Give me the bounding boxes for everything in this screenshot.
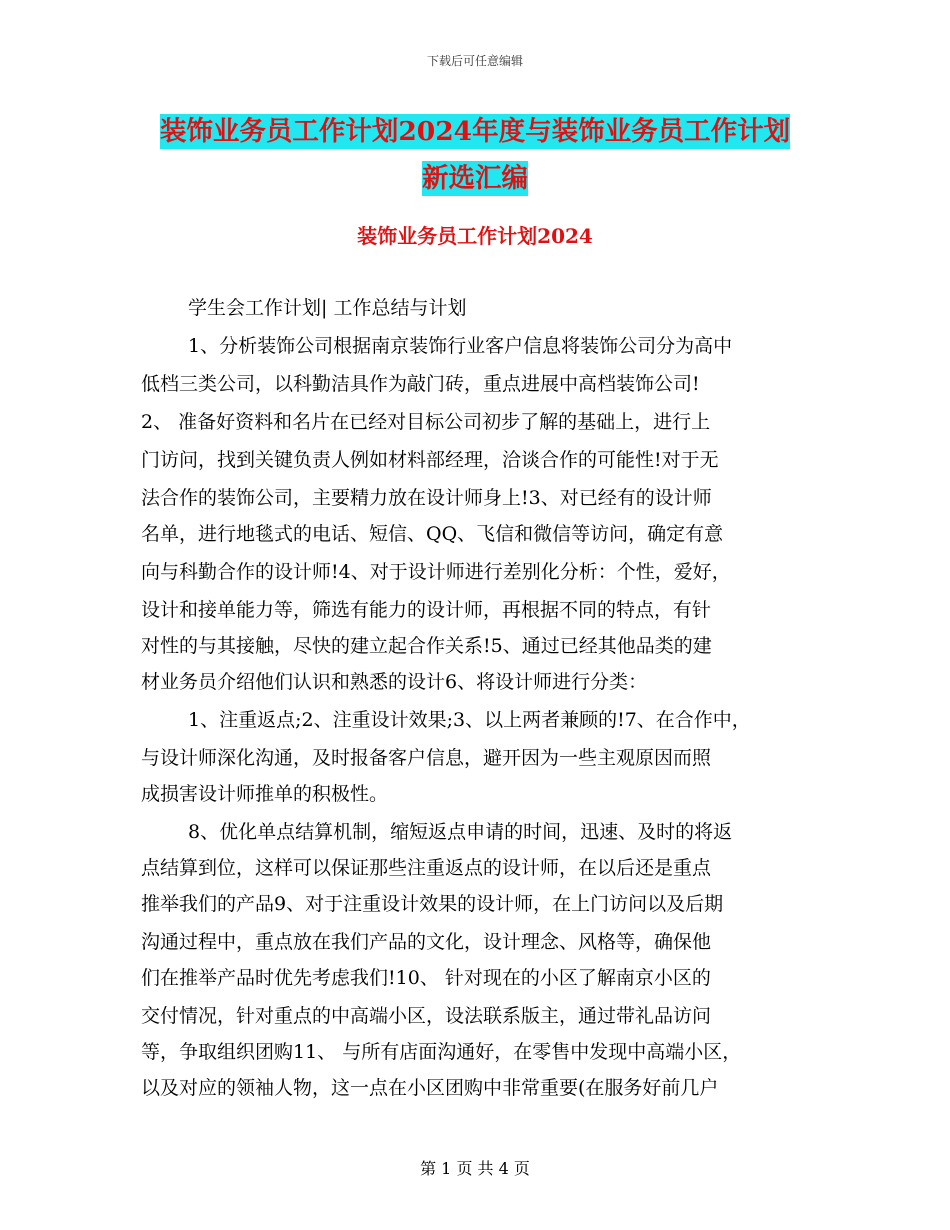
header-note: 下载后可任意编辑 xyxy=(426,54,523,68)
body-line: 与设计师深化沟通，及时报备客户信息，避开因为一些主观原因而照 xyxy=(141,747,712,769)
document-title-line-1: 装饰业务员工作计划2024年度与装饰业务员工作计划 xyxy=(159,116,791,147)
body-line: 低档三类公司，以科勤洁具作为敲门砖，重点进展中高档装饰公司! xyxy=(141,373,700,395)
page-footer: 第 1 页 共 4 页 xyxy=(420,1159,530,1178)
body-line: 学生会工作计划| 工作总结与计划 xyxy=(188,297,467,319)
body-line: 材业务员介绍他们认识和熟悉的设计6、将设计师进行分类： xyxy=(141,671,648,693)
body-line: 们在推举产品时优先考虑我们!10、 针对现在的小区了解南京小区的 xyxy=(141,967,711,989)
body-line: 名单，进行地毯式的电话、短信、QQ、飞信和微信等访问，确定有意 xyxy=(141,523,724,545)
body-line: 等，争取组织团购11、 与所有店面沟通好，在零售中发现中高端小区， xyxy=(141,1041,742,1063)
body-line: 以及对应的领袖人物，这一点在小区团购中非常重要(在服务好前几户 xyxy=(141,1077,719,1099)
body-line: 交付情况，针对重点的中高端小区，设法联系版主，通过带礼品访问 xyxy=(141,1005,712,1027)
body-line: 设计和接单能力等，筛选有能力的设计师，再根据不同的特点，有针 xyxy=(141,599,712,621)
body-line: 点结算到位，这样可以保证那些注重返点的设计师，在以后还是重点 xyxy=(141,857,712,879)
body-line: 成损害设计师推单的积极性。 xyxy=(141,783,389,805)
body-line: 1、注重返点;2、注重设计效果;3、以上两者兼顾的!7、在合作中， xyxy=(188,709,751,731)
body-line: 法合作的装饰公司，主要精力放在设计师身上!3、对已经有的设计师 xyxy=(141,487,712,509)
body-line: 沟通过程中，重点放在我们产品的文化，设计理念、风格等，确保他 xyxy=(141,931,712,953)
body-line: 向与科勤合作的设计师!4、对于设计师进行差别化分析：个性，爱好， xyxy=(141,561,731,583)
body-line: 推举我们的产品9、对于注重设计效果的设计师，在上门访问以及后期 xyxy=(141,893,724,915)
body-line: 2、 准备好资料和名片在已经对目标公司初步了解的基础上，进行上 xyxy=(141,411,711,433)
body-line: 1、分析装饰公司根据南京装饰行业客户信息将装饰公司分为高中 xyxy=(188,335,733,357)
document-title-line-2: 新选汇编 xyxy=(422,163,528,194)
body-line: 门访问，找到关键负责人例如材料部经理，洽谈合作的可能性!对于无 xyxy=(141,449,719,471)
section-title: 装饰业务员工作计划2024 xyxy=(357,224,593,248)
body-line: 对性的与其接触，尽快的建立起合作关系!5、通过已经其他品类的建 xyxy=(141,635,712,657)
body-line: 8、优化单点结算机制，缩短返点申请的时间，迅速、及时的将返 xyxy=(188,821,733,843)
